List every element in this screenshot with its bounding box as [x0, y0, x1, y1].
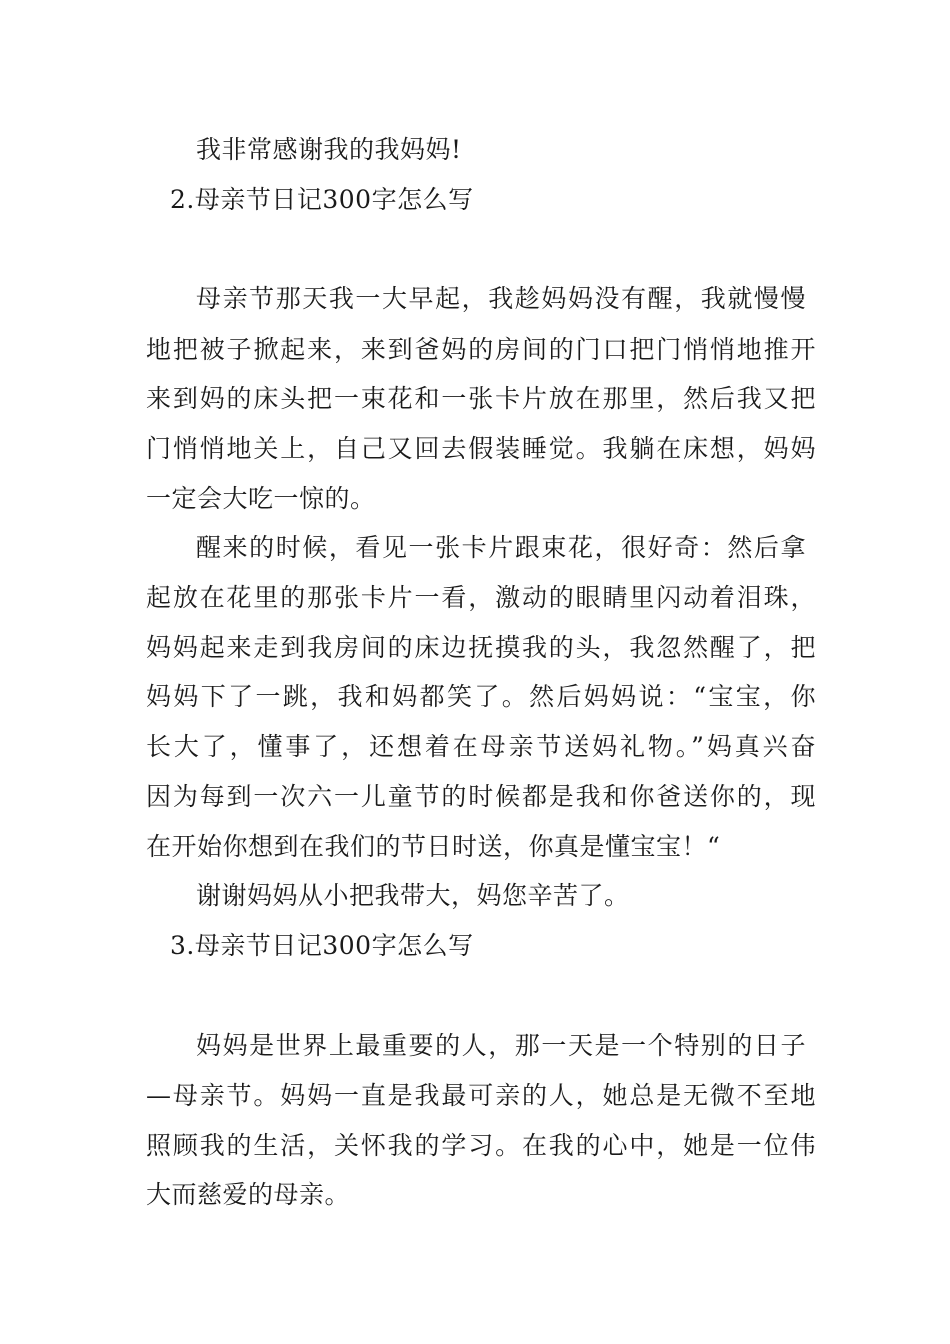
paragraph-line: 长大了，懂事了，还想着在母亲节送妈礼物。”妈真兴奋: [146, 732, 816, 761]
paragraph-line: 大而慈爱的母亲。: [146, 1180, 351, 1209]
paragraph-line: 妈妈起来走到我房间的床边抚摸我的头，我忽然醒了，把: [146, 633, 816, 662]
paragraph-line: 母亲节那天我一大早起，我趁妈妈没有醒，我就慢慢: [196, 284, 806, 313]
paragraph-line: 一定会大吃一惊的。: [146, 484, 376, 513]
paragraph-line: 在开始你想到在我们的节日时送，你真是懂宝宝！“: [146, 832, 721, 861]
paragraph-line: 因为每到一次六一儿童节的时候都是我和你爸送你的，现: [146, 782, 816, 811]
section-heading-2: 2.母亲节日记300字怎么写: [170, 185, 474, 214]
paragraph-line: 地把被子掀起来，来到爸妈的房间的门口把门悄悄地推开: [146, 335, 816, 364]
paragraph-line: 醒来的时候，看见一张卡片跟束花，很好奇：然后拿: [196, 533, 806, 562]
paragraph-line: 门悄悄地关上，自己又回去假装睡觉。我躺在床想，妈妈: [146, 434, 816, 463]
closing-sentence: 我非常感谢我的我妈妈!: [196, 135, 462, 164]
paragraph-line: 妈妈下了一跳，我和妈都笑了。然后妈妈说：“宝宝，你: [146, 682, 816, 711]
paragraph-line: 谢谢妈妈从小把我带大，妈您辛苦了。: [196, 881, 630, 910]
paragraph-line: 照顾我的生活，关怀我的学习。在我的心中，她是一位伟: [146, 1131, 816, 1160]
paragraph-line: —母亲节。妈妈一直是我最可亲的人，她总是无微不至地: [146, 1081, 816, 1110]
paragraph-line: 妈妈是世界上最重要的人，那一天是一个特别的日子: [196, 1031, 806, 1060]
paragraph-line: 来到妈的床头把一束花和一张卡片放在那里，然后我又把: [146, 384, 816, 413]
paragraph-line: 起放在花里的那张卡片一看，激动的眼睛里闪动着泪珠，: [146, 583, 816, 612]
section-heading-3: 3.母亲节日记300字怎么写: [170, 931, 474, 960]
